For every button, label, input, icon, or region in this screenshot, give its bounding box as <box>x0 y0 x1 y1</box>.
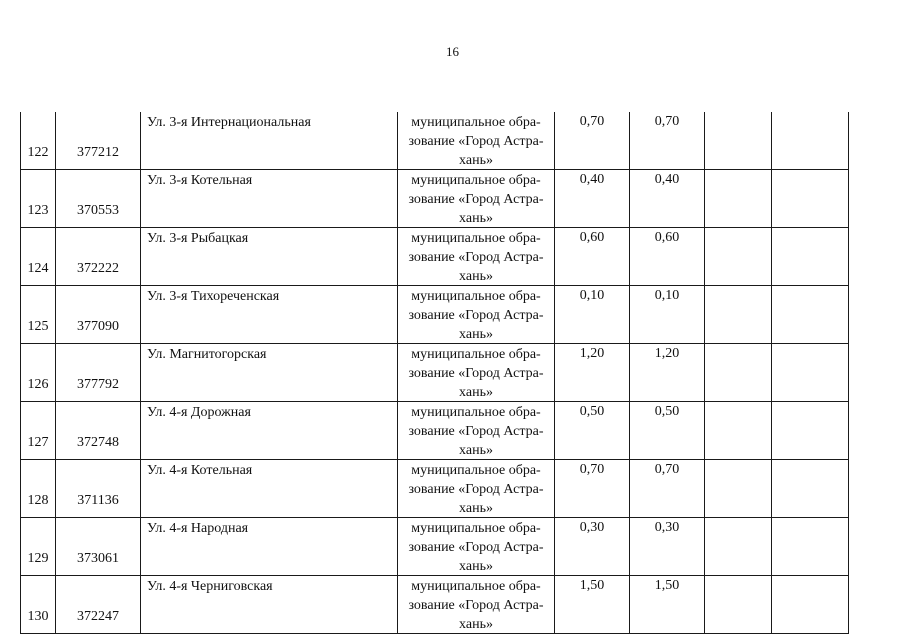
road-name: Ул. 4-я Народная <box>147 521 249 536</box>
empty-cell <box>705 402 772 460</box>
road-name: Ул. 4-я Черниговская <box>147 579 273 594</box>
road-code-cell <box>56 286 141 344</box>
empty-cell <box>772 286 849 344</box>
owner-cell <box>398 402 555 460</box>
owner-cell <box>398 170 555 228</box>
road-code: 371136 <box>77 493 119 508</box>
owner-cell <box>398 228 555 286</box>
owner-line: муниципальное обра- <box>411 173 541 188</box>
owner-line: муниципальное обра- <box>411 231 541 246</box>
table-row <box>21 460 849 518</box>
row-number-cell <box>21 344 56 402</box>
road-code-cell <box>56 228 141 286</box>
row-number-cell <box>21 576 56 634</box>
length-total-cell <box>555 402 630 460</box>
table-row <box>21 112 849 170</box>
length-local: 0,60 <box>654 230 680 245</box>
owner-line: хань» <box>459 559 493 574</box>
length-total: 0,70 <box>579 462 605 477</box>
empty-cell <box>772 460 849 518</box>
length-total-cell <box>555 518 630 576</box>
road-code-cell <box>56 576 141 634</box>
road-name: Ул. 4-я Дорожная <box>147 405 251 420</box>
road-code: 373061 <box>77 551 119 566</box>
length-total-cell <box>555 112 630 170</box>
owner-cell <box>398 344 555 402</box>
length-total: 1,20 <box>579 346 605 361</box>
length-total: 0,40 <box>579 172 605 187</box>
road-code: 372748 <box>77 435 119 450</box>
row-number: 125 <box>27 319 49 334</box>
road-code-cell <box>56 344 141 402</box>
length-total-cell <box>555 460 630 518</box>
road-code: 377090 <box>77 319 119 334</box>
length-total: 0,10 <box>579 288 605 303</box>
owner-line: зование «Город Астра- <box>408 134 544 149</box>
owner-line: хань» <box>459 211 493 226</box>
page-number: 16 <box>446 44 459 59</box>
row-number: 124 <box>27 261 49 276</box>
road-name: Ул. 3-я Тихореченская <box>147 289 280 304</box>
road-name-cell <box>141 518 398 576</box>
row-number-cell <box>21 112 56 170</box>
owner-line: зование «Город Астра- <box>408 308 544 323</box>
length-total-cell <box>555 170 630 228</box>
row-number-cell <box>21 228 56 286</box>
empty-cell <box>705 112 772 170</box>
empty-cell <box>772 576 849 634</box>
road-name-cell <box>141 344 398 402</box>
empty-cell <box>705 518 772 576</box>
length-total: 0,60 <box>579 230 605 245</box>
length-total: 0,70 <box>579 114 605 129</box>
empty-cell <box>705 286 772 344</box>
table-row <box>21 402 849 460</box>
table-row <box>21 228 849 286</box>
row-number-cell <box>21 402 56 460</box>
owner-line: хань» <box>459 501 493 516</box>
owner-line: зование «Город Астра- <box>408 250 544 265</box>
row-number: 130 <box>27 609 49 624</box>
length-total-cell <box>555 576 630 634</box>
owner-line: муниципальное обра- <box>411 463 541 478</box>
row-number: 123 <box>27 203 49 218</box>
road-code-cell <box>56 460 141 518</box>
row-number: 122 <box>27 145 49 160</box>
owner-line: хань» <box>459 327 493 342</box>
owner-line: зование «Город Астра- <box>408 540 544 555</box>
owner-cell <box>398 286 555 344</box>
length-local-cell <box>630 228 705 286</box>
row-number: 127 <box>27 435 49 450</box>
row-number: 128 <box>27 493 49 508</box>
length-local-cell <box>630 576 705 634</box>
owner-cell <box>398 112 555 170</box>
roads-table <box>20 112 849 634</box>
owner-line: хань» <box>459 269 493 284</box>
owner-line: хань» <box>459 617 493 632</box>
empty-cell <box>705 344 772 402</box>
length-local-cell <box>630 170 705 228</box>
owner-line: зование «Город Астра- <box>408 598 544 613</box>
table-row <box>21 170 849 228</box>
empty-cell <box>705 576 772 634</box>
table-body <box>21 112 849 634</box>
length-local: 1,50 <box>654 578 680 593</box>
empty-cell <box>705 460 772 518</box>
owner-line: муниципальное обра- <box>411 579 541 594</box>
road-name: Ул. 4-я Котельная <box>147 463 253 478</box>
table-row <box>21 518 849 576</box>
empty-cell <box>772 228 849 286</box>
owner-cell <box>398 576 555 634</box>
length-local-cell <box>630 402 705 460</box>
row-number: 126 <box>27 377 49 392</box>
row-number-cell <box>21 518 56 576</box>
empty-cell <box>705 170 772 228</box>
length-local-cell <box>630 112 705 170</box>
owner-line: хань» <box>459 153 493 168</box>
owner-cell <box>398 460 555 518</box>
road-name-cell <box>141 228 398 286</box>
empty-cell <box>772 112 849 170</box>
row-number-cell <box>21 286 56 344</box>
row-number-cell <box>21 170 56 228</box>
road-code-cell <box>56 518 141 576</box>
road-name: Ул. 3-я Котельная <box>147 173 253 188</box>
owner-line: муниципальное обра- <box>411 115 541 130</box>
empty-cell <box>705 228 772 286</box>
length-total-cell <box>555 228 630 286</box>
road-name-cell <box>141 402 398 460</box>
length-total-cell <box>555 286 630 344</box>
owner-line: зование «Город Астра- <box>408 424 544 439</box>
owner-line: муниципальное обра- <box>411 289 541 304</box>
length-local-cell <box>630 460 705 518</box>
length-local: 0,50 <box>654 404 680 419</box>
road-code-cell <box>56 402 141 460</box>
length-total-cell <box>555 344 630 402</box>
table-row <box>21 286 849 344</box>
length-local: 0,30 <box>654 520 680 535</box>
table-row <box>21 576 849 634</box>
road-name-cell <box>141 460 398 518</box>
owner-line: хань» <box>459 443 493 458</box>
length-local: 0,70 <box>654 114 680 129</box>
road-name: Ул. 3-я Интернациональная <box>147 115 311 130</box>
owner-line: зование «Город Астра- <box>408 192 544 207</box>
road-code: 370553 <box>77 203 119 218</box>
empty-cell <box>772 170 849 228</box>
owner-line: зование «Город Астра- <box>408 482 544 497</box>
road-code-cell <box>56 112 141 170</box>
length-total: 0,50 <box>579 404 605 419</box>
road-name: Ул. Магнитогорская <box>147 347 267 362</box>
empty-cell <box>772 518 849 576</box>
owner-line: муниципальное обра- <box>411 521 541 536</box>
empty-cell <box>772 344 849 402</box>
road-code: 372222 <box>77 261 119 276</box>
length-local-cell <box>630 344 705 402</box>
owner-line: зование «Город Астра- <box>408 366 544 381</box>
length-local: 0,40 <box>654 172 680 187</box>
owner-line: муниципальное обра- <box>411 405 541 420</box>
length-total: 0,30 <box>579 520 605 535</box>
length-total: 1,50 <box>579 578 605 593</box>
length-local: 1,20 <box>654 346 680 361</box>
row-number-cell <box>21 460 56 518</box>
road-name-cell <box>141 576 398 634</box>
owner-line: хань» <box>459 385 493 400</box>
length-local-cell <box>630 286 705 344</box>
road-code: 377792 <box>77 377 119 392</box>
row-number: 129 <box>27 551 49 566</box>
road-name: Ул. 3-я Рыбацкая <box>147 231 249 246</box>
length-local: 0,70 <box>654 462 680 477</box>
owner-cell <box>398 518 555 576</box>
road-code: 377212 <box>77 145 119 160</box>
empty-cell <box>772 402 849 460</box>
length-local-cell <box>630 518 705 576</box>
road-name-cell <box>141 286 398 344</box>
table-row <box>21 344 849 402</box>
road-code-cell <box>56 170 141 228</box>
length-local: 0,10 <box>654 288 680 303</box>
road-code: 372247 <box>77 609 119 624</box>
road-name-cell <box>141 170 398 228</box>
owner-line: муниципальное обра- <box>411 347 541 362</box>
road-name-cell <box>141 112 398 170</box>
